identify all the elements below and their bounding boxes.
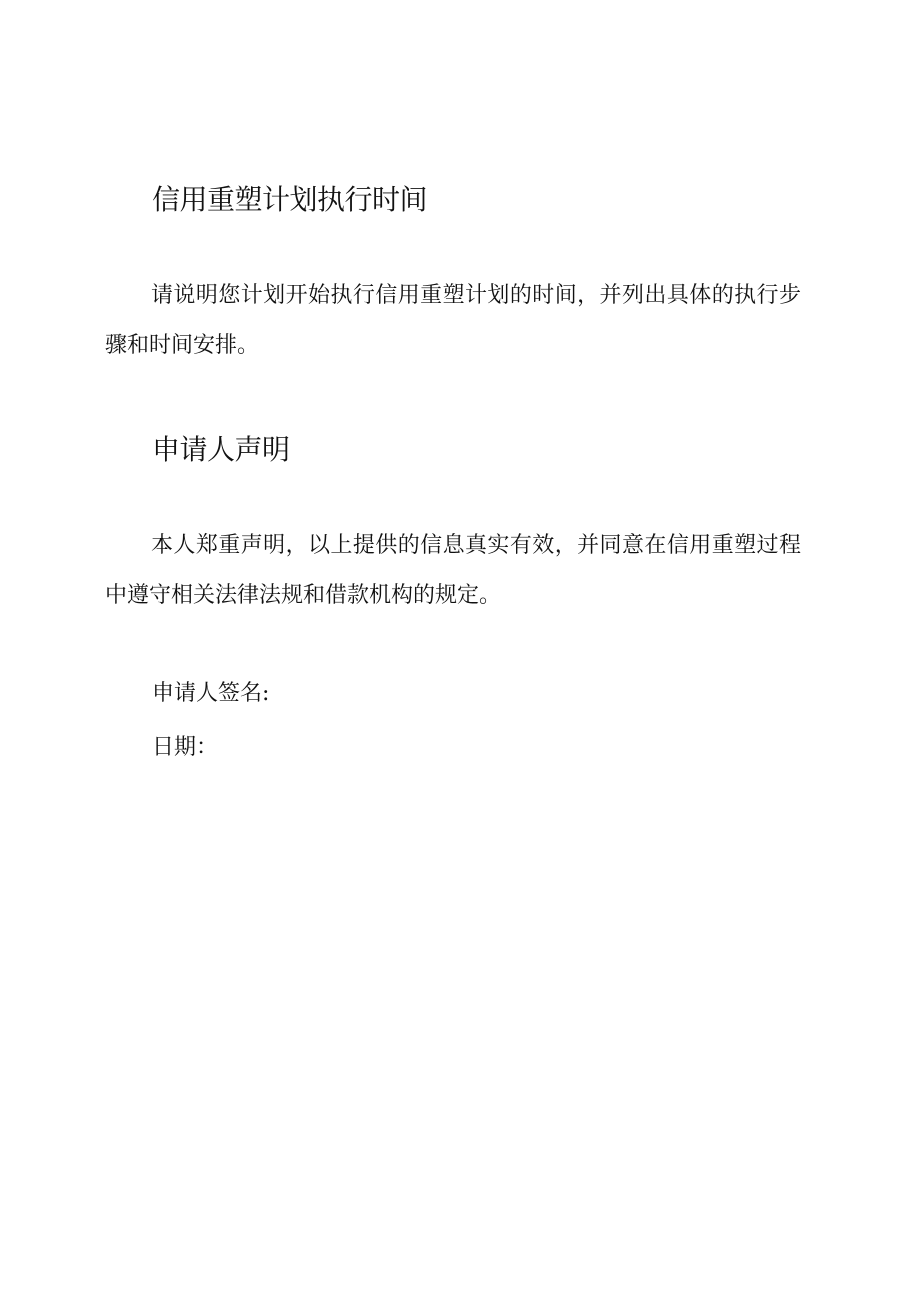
section-body-execution-time: 请说明您计划开始执行信用重塑计划的时间，并列出具体的执行步骤和时间安排。: [105, 283, 801, 358]
section-heading-applicant-declaration: 申请人声明: [152, 433, 290, 466]
signature-label: 申请人签名:: [152, 681, 270, 706]
date-label: 日期：: [152, 735, 219, 760]
section-heading-execution-time: 信用重塑计划执行时间: [152, 183, 428, 216]
section-body-applicant-declaration: 本人郑重声明，以上提供的信息真实有效，并同意在信用重塑过程中遵守相关法律法规和借款机构的规定。: [105, 533, 801, 608]
